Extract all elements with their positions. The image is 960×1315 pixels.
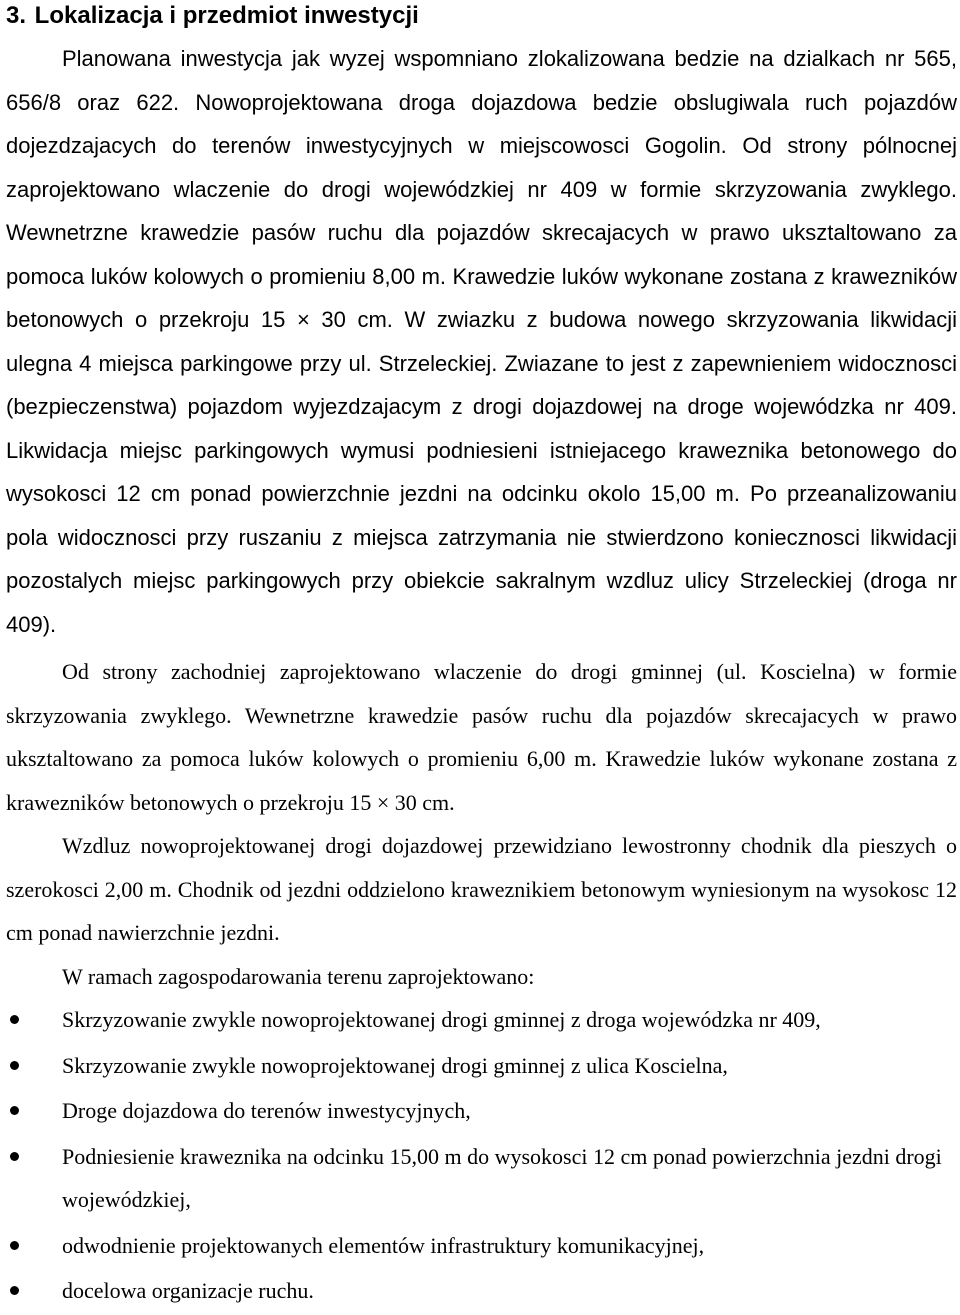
- bullet-icon: [6, 1089, 22, 1133]
- bullet-icon: [6, 1269, 22, 1313]
- list-item: [6, 1135, 957, 1222]
- paragraph-scope-intro: W ramach zagospodarowania terenu zaprojektowano:: [62, 963, 535, 989]
- bullet-icon: [6, 1044, 22, 1088]
- bullet-icon: [6, 1224, 22, 1268]
- list-item: [6, 1269, 957, 1313]
- body-text-serif: [6, 650, 957, 998]
- list-item-text: docelowa organizacje ruchu.: [62, 1278, 314, 1303]
- paragraph-sidewalk: Wzdluz nowoprojektowanej drogi dojazdowej przewidziano lewostronny chodnik dla pieszych o szerokosci 2,00 m. Chodnik od jezdni oddzielono kraweznikiem betonowym wyniesionym na wysokosc 12 cm ponad nawierzchnie jezdni.: [6, 833, 957, 945]
- list-item-text: Droge dojazdowa do terenów inwestycyjnych,: [62, 1098, 471, 1123]
- list-item: [6, 1224, 957, 1268]
- section-title: Lokalizacja i przedmiot inwestycji: [34, 2, 419, 29]
- list-item-text: Skrzyzowanie zwykle nowoprojektowanej drogi gminnej z droga wojewódzka nr 409,: [62, 1007, 821, 1032]
- bullet-icon: [6, 998, 22, 1042]
- list-item-text: Podniesienie kraweznika na odcinku 15,00 m do wysokosci 12 cm ponad powierzchnia jezdni drogi wojewódzkiej,: [62, 1143, 942, 1212]
- list-item-text: Skrzyzowanie zwykle nowoprojektowanej drogi gminnej z ulica Koscielna,: [62, 1052, 728, 1078]
- paragraph-west-junction: Od strony zachodniej zaprojektowano wlaczenie do drogi gminnej (ul. Koscielna) w formie skrzyzowania zwyklego. Wewnetrzne krawedzie pasów ruchu dla pojazdów skrecajacych w prawo uksztaltowano za pomoca luków kolowych o promieniu 6,00 m. Krawedzie luków wykonane zostana z krawezników betonowych o przekroju 15 × 30 cm.: [6, 659, 957, 815]
- list-item-text: odwodnienie projektowanych elementów infrastruktury komunikacyjnej,: [62, 1232, 705, 1258]
- list-item: [6, 1089, 957, 1133]
- section-heading: [6, 0, 419, 32]
- body-text-sans: [6, 37, 957, 646]
- list-item: [6, 1044, 957, 1088]
- list-item: [6, 998, 957, 1042]
- section-number: 3.: [6, 2, 27, 29]
- scope-list: [6, 998, 957, 1315]
- bullet-icon: [6, 1135, 22, 1179]
- paragraph-location: Planowana inwestycja jak wyzej wspomniano zlokalizowana bedzie na dzialkach nr 565, 656/8 oraz 622. Nowoprojektowana droga dojazdowa bedzie obslugiwala ruch pojazdów dojezdzajacych do terenów inwestycyjnych w miejscowosci Gogolin. Od strony pólnocnej zaprojektowano wlaczenie do drogi wojewódzkiej nr 409 w formie skrzyzowania zwyklego. Wewnetrzne krawedzie pasów ruchu dla pojazdów skrecajacych w prawo uksztaltowano za pomoca luków kolowych o promieniu 8,00 m. Krawedzie luków wykonane zostana z krawezników betonowych o przekroju 15 × 30 cm. W zwiazku z budowa nowego skrzyzowania likwidacji ulegna 4 miejsca parkingowe przy ul. Strzeleckiej. Zwiazane to jest z zapewnieniem widocznosci (bezpieczenstwa) pojazdom wyjezdzajacym z drogi dojazdowej na droge wojewódzka nr 409. Likwidacja miejsc parkingowych wymusi podniesieni istniejacego kraweznika betonowego do wysokosci 12 cm ponad powierzchnie jezdni na odcinku okolo 15,00 m. Po przeanalizowaniu pola widocznosci przy ruszaniu z miejsca zatrzymania nie stwierdzono koniecznosci likwidacji pozostalych miejsc parkingowych przy obiekcie sakralnym wzdluz ulicy Strzeleckiej (droga nr 409).: [6, 46, 957, 637]
